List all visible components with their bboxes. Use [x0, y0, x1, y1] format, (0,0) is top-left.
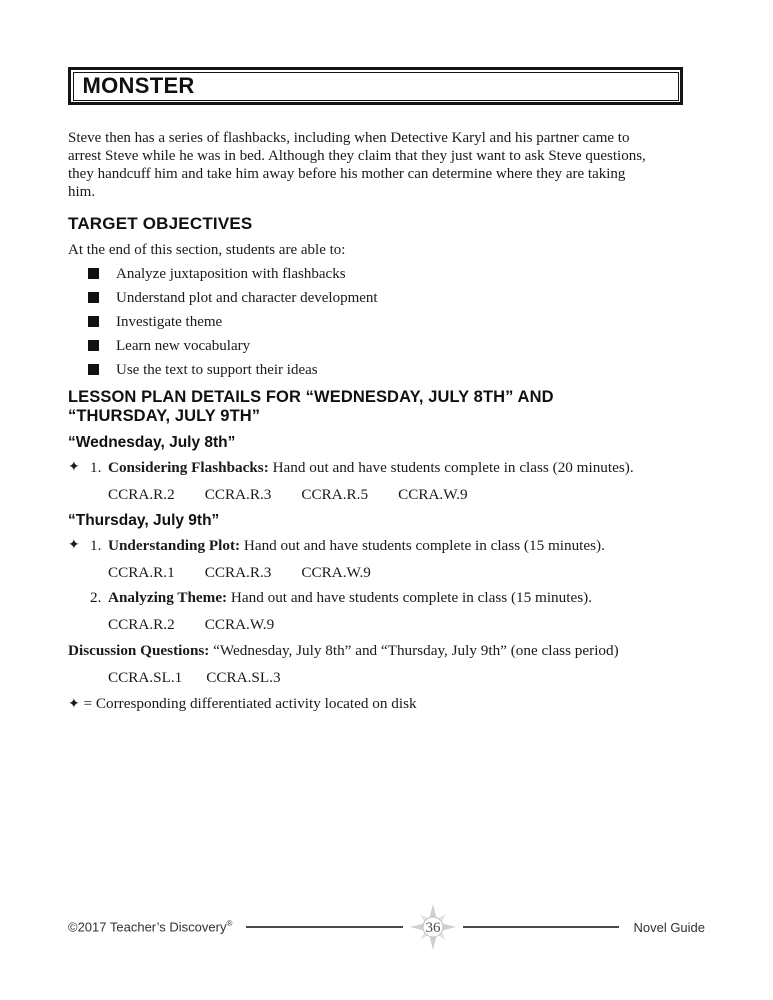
day-label-thursday: “Thursday, July 9th” — [68, 512, 220, 529]
discussion-desc: “Wednesday, July 8th” and “Thursday, July 9th” (one class period) — [213, 642, 619, 659]
discussion-questions — [68, 642, 710, 660]
differentiated-star-icon: ✦ — [68, 697, 80, 712]
page-footer — [68, 904, 705, 950]
differentiated-star-icon: ✦ — [68, 460, 80, 475]
standard-code: CCRA.R.2 — [108, 486, 175, 503]
item-number: 2. — [90, 589, 102, 606]
standard-code: CCRA.R.3 — [204, 564, 272, 581]
square-bullet-icon — [88, 340, 99, 351]
square-bullet-icon — [88, 268, 99, 279]
intro-paragraph: Steve then has a series of flashbacks, including when Detective Karyl and his partner came to arrest Steve while he was in bed. Although they claim that they just want to ask Steve questions, they handcuff him and take him away before his mother can determine where they are taking him. — [68, 130, 646, 200]
standard-code: CCRA.W.9 — [204, 616, 275, 633]
list-item — [88, 265, 710, 283]
objective-text: Investigate theme — [116, 314, 223, 330]
page-number-emblem — [409, 903, 457, 951]
standard-code: CCRA.R.1 — [108, 564, 175, 581]
chapter-title-box-inner — [73, 72, 679, 101]
standard-code: CCRA.SL.1 — [108, 669, 183, 686]
page-number: 36 — [425, 920, 441, 936]
discussion-title: Discussion Questions: — [68, 642, 210, 659]
square-bullet-icon — [88, 292, 99, 303]
item-number: 1. — [90, 537, 102, 554]
lesson-item — [68, 537, 710, 555]
objective-text: Understand plot and character development — [116, 290, 378, 306]
standards-row — [108, 486, 710, 504]
list-item — [88, 337, 710, 355]
item-desc: Hand out and have students complete in class (15 minutes). — [230, 589, 592, 606]
item-text — [108, 459, 710, 477]
standard-code: CCRA.R.5 — [301, 486, 369, 503]
novel-guide-label: Novel Guide — [633, 919, 706, 935]
item-desc: Hand out and have students complete in class (15 minutes). — [243, 537, 605, 554]
item-title: Considering Flashbacks: — [108, 459, 269, 476]
legend-text: = Corresponding differentiated activity located on disk — [83, 695, 417, 712]
standard-code: CCRA.W.9 — [301, 564, 371, 581]
star-legend — [68, 695, 710, 714]
objective-text: Learn new vocabulary — [116, 338, 251, 354]
lesson-item — [68, 589, 710, 607]
item-text — [108, 537, 710, 555]
item-desc: Hand out and have students complete in class (20 minutes). — [272, 459, 634, 476]
standard-code: CCRA.W.9 — [398, 486, 468, 503]
standard-code: CCRA.SL.3 — [206, 669, 281, 686]
list-item — [88, 289, 710, 307]
square-bullet-icon — [88, 364, 99, 375]
item-text — [108, 589, 710, 607]
lesson-plan-heading: LESSON PLAN DETAILS FOR “WEDNESDAY, JULY 8TH” AND “THURSDAY, JULY 9TH” — [68, 388, 554, 425]
registered-mark: ® — [226, 919, 233, 929]
page-content — [68, 0, 710, 714]
page-title: MONSTER — [82, 72, 195, 98]
item-number: 1. — [90, 459, 102, 476]
objective-text: Analyze juxtaposition with flashbacks — [116, 266, 346, 282]
star-placeholder — [68, 589, 90, 607]
day-label-wednesday: “Wednesday, July 8th” — [68, 434, 236, 451]
square-bullet-icon — [88, 316, 99, 327]
item-title: Analyzing Theme: — [108, 589, 228, 606]
objectives-lead: At the end of this section, students are able to: — [68, 242, 346, 258]
standard-code: CCRA.R.3 — [204, 486, 272, 503]
chapter-title-box — [68, 67, 683, 105]
list-item — [88, 361, 710, 379]
item-title: Understanding Plot: — [108, 537, 241, 554]
objective-text: Use the text to support their ideas — [116, 362, 318, 378]
copyright-text: ©2017 Teacher’s Discovery® — [68, 919, 233, 935]
standard-code: CCRA.R.2 — [108, 616, 175, 633]
list-item — [88, 313, 710, 331]
footer-rule-right — [463, 926, 620, 927]
standards-row — [108, 616, 710, 634]
standards-row — [108, 564, 710, 582]
lesson-item — [68, 459, 710, 477]
differentiated-star-icon: ✦ — [68, 538, 80, 553]
target-objectives-heading: TARGET OBJECTIVES — [68, 214, 253, 233]
objectives-list — [68, 265, 710, 379]
standards-row — [108, 669, 710, 687]
footer-rule-left — [246, 926, 403, 927]
